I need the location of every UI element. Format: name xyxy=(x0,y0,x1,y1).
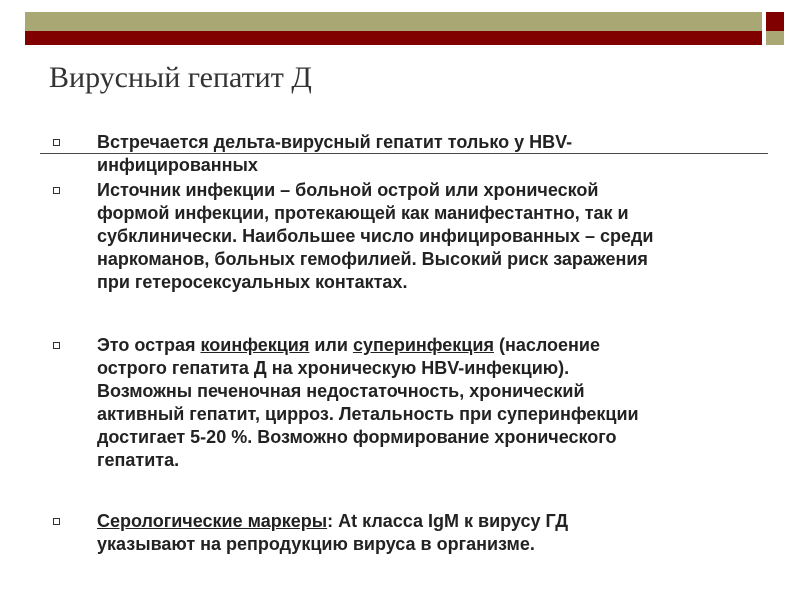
bullet-line xyxy=(97,131,787,154)
bullet-line xyxy=(97,403,787,426)
bullet-line xyxy=(97,449,787,472)
slide-title: Вирусный гепатит Д xyxy=(49,61,312,94)
header-band-olive xyxy=(25,12,762,31)
text-segment: указывают на репродукцию вируса в организме. xyxy=(97,534,535,554)
hollow-square-icon xyxy=(53,187,60,194)
text-segment: острого гепатита Д на хроническую HBV-инфекцию). xyxy=(97,358,570,378)
bullet-line xyxy=(97,225,787,248)
bullet-line xyxy=(97,248,787,271)
bullet-line xyxy=(97,334,787,357)
bullet-line xyxy=(97,357,787,380)
bullet-line xyxy=(97,380,787,403)
bullet-line xyxy=(97,426,787,449)
hollow-square-icon xyxy=(53,342,60,349)
bullet-line xyxy=(97,533,787,556)
hollow-square-icon xyxy=(53,139,60,146)
hollow-square-icon xyxy=(53,518,60,525)
header-square-maroon xyxy=(766,12,784,31)
text-segment: гепатита. xyxy=(97,450,180,470)
bullet-text xyxy=(97,179,787,294)
text-segment: активный гепатит, цирроз. Летальность при суперинфекции xyxy=(97,404,639,424)
underlined-term: суперинфекция xyxy=(352,335,494,355)
bullet-line xyxy=(97,154,787,177)
text-segment: Возможны печеночная недостаточность, хронический xyxy=(97,381,585,401)
header-square-olive xyxy=(766,31,784,45)
text-segment: (наслоение xyxy=(493,335,600,355)
bullet-text xyxy=(97,334,787,472)
bullet-line xyxy=(97,271,787,294)
header-band-maroon xyxy=(25,31,762,45)
underlined-term: коинфекция xyxy=(200,335,310,355)
bullet-line xyxy=(97,510,787,533)
text-segment: формой инфекции, протекающей как манифестантно, так и xyxy=(97,203,629,223)
bullet-line xyxy=(97,202,787,225)
underlined-term: Серологические маркеры xyxy=(97,511,328,531)
text-segment: наркоманов, больных гемофилией. Высокий риск заражения xyxy=(97,249,648,269)
text-segment: достигает 5-20 %. Возможно формирование хронического xyxy=(97,427,617,447)
text-segment: инфицированных xyxy=(97,155,258,175)
text-segment: или xyxy=(309,335,353,355)
text-segment: Это острая xyxy=(97,335,201,355)
text-segment: при гетеросексуальных контактах. xyxy=(97,272,408,292)
text-segment: Источник инфекции – больной острой или хронической xyxy=(97,180,599,200)
bullet-text xyxy=(97,131,787,177)
text-segment: субклинически. Наибольшее число инфицированных – среди xyxy=(97,226,654,246)
text-segment: Встречается дельта-вирусный гепатит только у HBV- xyxy=(97,132,573,152)
text-segment: : At класса IgM к вирусу ГД xyxy=(327,511,569,531)
bullet-line xyxy=(97,179,787,202)
bullet-text xyxy=(97,510,787,556)
